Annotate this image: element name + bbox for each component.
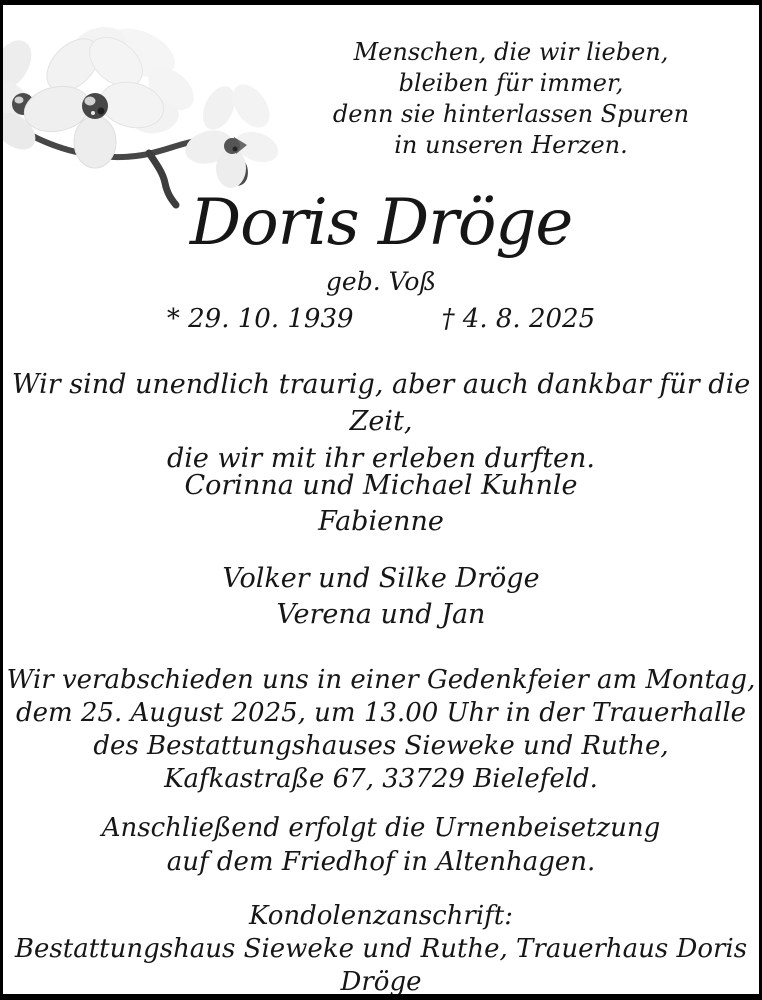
- service-info: [3, 664, 759, 796]
- orchid-flower-right: [182, 78, 283, 188]
- mourners-group-1: [3, 468, 759, 540]
- epigraph-line: bleiben für immer,: [398, 69, 624, 97]
- service-line: Kafkastraße 67, 33729 Bielefeld.: [164, 764, 598, 794]
- service-line: des Bestattungshauses Sieweke und Ruthe,: [93, 731, 669, 761]
- mourner-line: Corinna und Michael Kuhnle: [184, 470, 578, 501]
- mourner-line: Volker und Silke Dröge: [222, 563, 540, 594]
- maiden-name: geb. Voß: [325, 267, 437, 296]
- death-date: † 4. 8. 2025: [441, 304, 596, 334]
- burial-line: Anschließend erfolgt die Urnenbeisetzung: [101, 813, 661, 843]
- condolence-address-line: Bestattungshaus Sieweke und Ruthe, Trauerhaus Doris Dröge: [14, 934, 748, 997]
- burial-info: [3, 811, 759, 879]
- epigraph-line: in unseren Herzen.: [394, 131, 628, 159]
- birth-date: * 29. 10. 1939: [166, 304, 354, 334]
- epigraph-line: denn sie hinterlassen Spuren: [332, 100, 690, 128]
- burial-line: auf dem Friedhof in Altenhagen.: [166, 847, 596, 877]
- sorrow-line: Wir sind unendlich traurig, aber auch dankbar für die Zeit,: [11, 369, 751, 437]
- mourner-line: Verena und Jan: [276, 599, 486, 630]
- mourners-group-2: [3, 561, 759, 633]
- condolence-address: [3, 900, 759, 999]
- life-dates: [3, 302, 759, 336]
- epigraph-line: Menschen, die wir lieben,: [353, 38, 669, 66]
- sorrow-text: [3, 366, 759, 477]
- deceased-name: Doris Dröge: [189, 186, 573, 260]
- mourner-line: Fabienne: [318, 506, 444, 537]
- condolence-label: Kondolenzanschrift:: [248, 901, 514, 931]
- service-line: dem 25. August 2025, um 13.00 Uhr in der Trauerhalle: [15, 698, 747, 728]
- service-line: Wir verabschieden uns in einer Gedenkfeier am Montag,: [6, 665, 756, 695]
- epigraph: [321, 37, 701, 161]
- sorrow-line: die wir mit ihr erleben durften.: [166, 443, 595, 474]
